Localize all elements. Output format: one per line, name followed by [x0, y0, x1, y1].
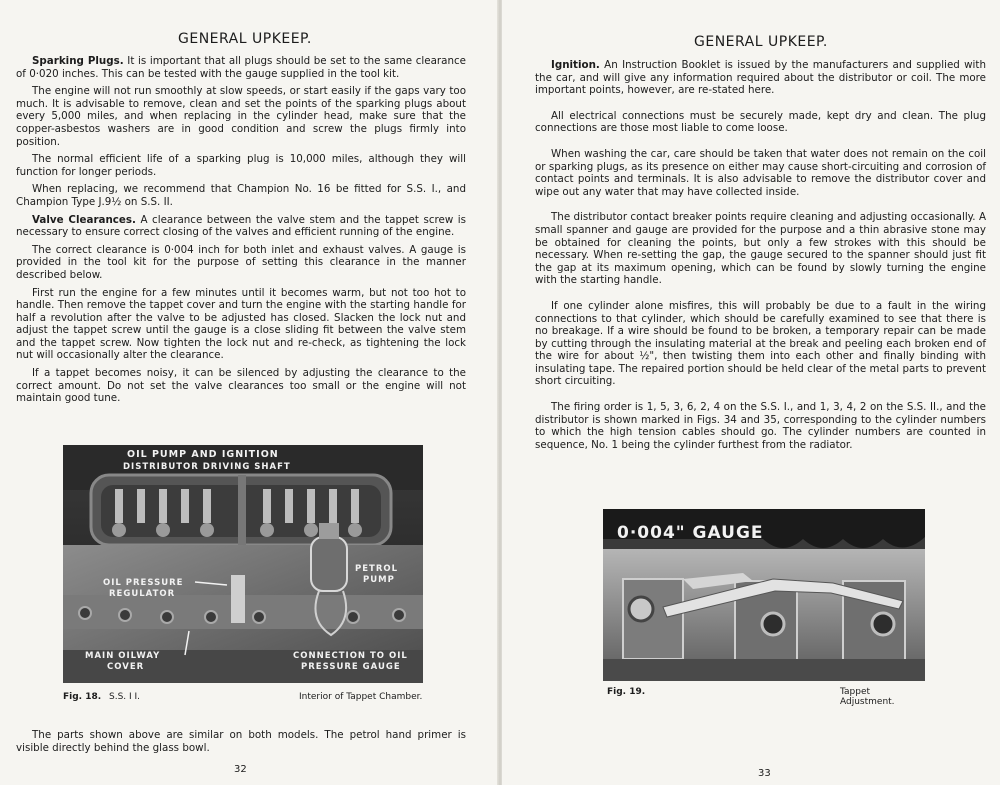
- plug-life-paragraph: The normal efficient life of a sparking plug is 10,000 miles, although they will function for longer periods.: [16, 153, 466, 178]
- left-page: [0, 0, 498, 785]
- fig-18-label: Fig. 18.: [63, 692, 102, 702]
- valve-clearances-lead: Valve Clearances.: [32, 213, 136, 226]
- fig-18-model: S.S. I I.: [109, 692, 141, 702]
- photo-label-oil-pressure-2: REGULATOR: [109, 589, 176, 599]
- firing-order-paragraph: The firing order is 1, 5, 3, 6, 2, 4 on the S.S. I., and 1, 3, 4, 2 on the S.S. II., and the distributor is shown marked in Figs. 34 and 35, corresponding to the cylinder numbers to which the high tension cables should go. The cylinder numbers are counted in sequence, No. 1 being the cylinder furthest from the radiator.: [535, 401, 986, 451]
- photo-label-petrol-2: PUMP: [363, 575, 395, 585]
- photo-label-top-1: OIL PUMP AND IGNITION: [127, 449, 279, 460]
- left-page-footer: [16, 729, 466, 759]
- photo-label-top-2: DISTRIBUTOR DRIVING SHAFT: [123, 462, 291, 472]
- electrical-connections-paragraph: All electrical connections must be securely made, kept dry and clean. The plug connections are those most liable to come loose.: [535, 109, 986, 135]
- tappet-adjustment-photo: [603, 509, 925, 681]
- fig-18-caption: [63, 692, 425, 704]
- plug-type-paragraph: When replacing, we recommend that Champion No. 16 be fitted for S.S. I., and Champion Type J.9½ on S.S. II.: [16, 183, 466, 208]
- ignition-text: An Instruction Booklet is issued by the manufacturers and supplied with the car, and will give any information required about the distributor or coil. The more important points, however, are re-stated here.: [535, 59, 986, 97]
- ignition-paragraph: [535, 59, 986, 97]
- sparking-plugs-lead: Sparking Plugs.: [32, 55, 124, 67]
- fig-19-label: Fig. 19.: [607, 687, 646, 697]
- right-page-heading: GENERAL UPKEEP.: [694, 34, 828, 50]
- sparking-plugs-paragraph: [16, 55, 466, 80]
- valve-clearances-text: A clearance between the valve stem and the tappet screw is necessary to ensure correct closing of the valves and efficient running of the engine.: [16, 213, 467, 239]
- photo-label-oilway-2: COVER: [107, 662, 145, 672]
- photo-label-connection-1: CONNECTION TO OIL: [293, 651, 408, 661]
- photo-label-oilway-1: MAIN OILWAY: [85, 651, 161, 661]
- correct-clearance-paragraph: The correct clearance is 0·004 inch for both inlet and exhaust valves. A gauge is provided in the tool kit for the purpose of setting this clearance in the manner described below.: [16, 243, 466, 281]
- noisy-tappet-paragraph: If a tappet becomes noisy, it can be silenced by adjusting the clearance to the correct amount. Do not set the valve clearances too small or the engine will not maintain good tune.: [16, 367, 466, 405]
- contact-breaker-paragraph: The distributor contact breaker points require cleaning and adjusting occasionally. A small spanner and gauge are provided for the purpose and a thin abrasive stone may be obtained for cleaning the points, but only a few strokes with this should be necessary. When re-setting the gap, the gauge secured to the spanner should just fit the gap at its maximum opening, which can be found by slowly turning the engine with the starting handle.: [535, 211, 986, 287]
- plug-gaps-paragraph: The engine will not run smoothly at slow speeds, or start easily if the gaps vary too much. It is advisable to remove, clean and set the points of the sparking plugs about every 5,000 miles, and when replacing in the cylinder head, make sure that the copper-asbestos washers are in good condition and screw the plugs firmly into position.: [16, 85, 466, 148]
- photo-label-petrol-1: PETROL: [355, 564, 399, 574]
- photo-label-oil-pressure-1: OIL PRESSURE: [103, 578, 184, 588]
- ignition-lead: Ignition.: [551, 59, 600, 71]
- left-page-body: [16, 55, 466, 410]
- fig-19-caption: [607, 687, 927, 707]
- left-page-heading: GENERAL UPKEEP.: [178, 31, 312, 47]
- sparking-plugs-text: It is important that all plugs should be set to the same clearance of 0·020 inches. This can be tested with the gauge supplied in the tool kit.: [16, 55, 467, 80]
- tappet-chamber-photo: [63, 445, 423, 683]
- right-page-number: 33: [758, 768, 771, 779]
- washing-car-paragraph: When washing the car, care should be taken that water does not remain on the coil or sparking plugs, as its presence on either may cause short-circuiting and corrosion of contact points and terminals. It is also advisable to remove the distributor cover and wipe out any water that may have collected inside.: [535, 147, 986, 198]
- fig-18-title: Interior of Tappet Chamber.: [299, 692, 423, 702]
- parts-similar-paragraph: The parts shown above are similar on both models. The petrol hand primer is visible directly behind the glass bowl.: [16, 729, 466, 754]
- valve-clearances-paragraph: [16, 214, 466, 239]
- left-page-number: 32: [234, 764, 247, 775]
- photo-label-connection-2: PRESSURE GAUGE: [301, 662, 401, 672]
- misfire-paragraph: If one cylinder alone misfires, this will probably be due to a fault in the wiring connections to that cylinder, which should be carefully examined to see that there is no breakage. If a wire should be found to be broken, a temporary repair can be made by cutting through the insulating material at the break and peeling each broken end of the wire for about ½", then twisting them into each other and finally binding with insulating tape. The repaired portion should be held clear of the metal parts to prevent short circuiting.: [535, 299, 986, 388]
- right-page: [502, 0, 1000, 785]
- right-page-body: [535, 59, 986, 456]
- fig-19-title: Tappet Adjustment.: [840, 687, 895, 707]
- gauge-photo-label: 0·004" GAUGE: [617, 523, 764, 543]
- adjust-procedure-paragraph: First run the engine for a few minutes until it becomes warm, but not too hot to handle. Then remove the tappet cover and turn the engine with the starting handle for half a revolution after the valve to be adjusted has closed. Slacken the lock nut and adjust the tappet screw until the gauge is a close sliding fit between the valve stem and the tappet screw. Now tighten the lock nut and re-check, as tightening the lock nut will occasionally alter the clearance.: [16, 286, 466, 362]
